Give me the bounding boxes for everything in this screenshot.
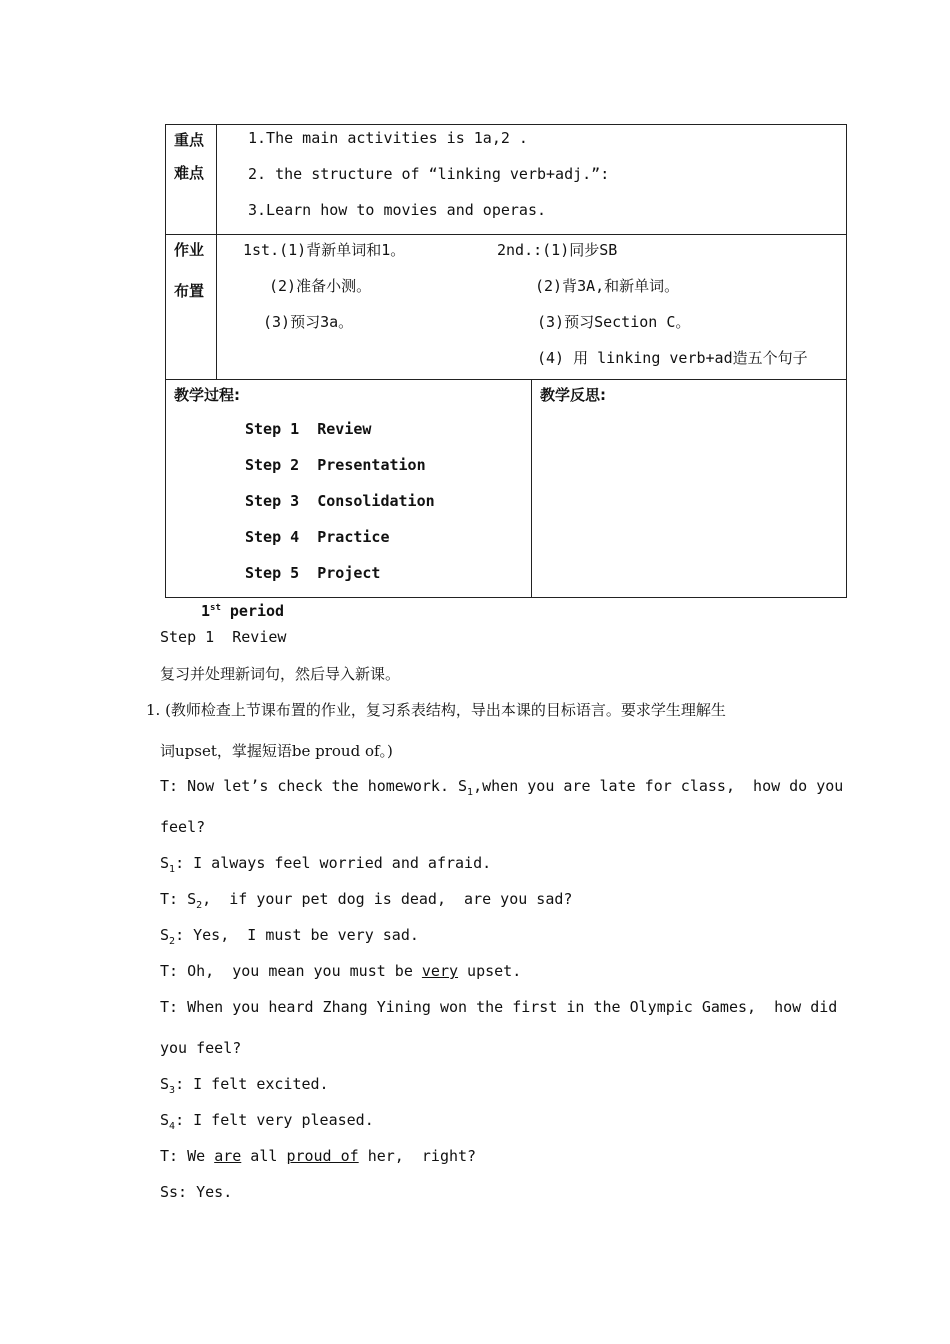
dialogue-text: T: Oh, you mean you must be: [160, 962, 422, 980]
subscript: 1: [169, 864, 176, 875]
period-word: period: [220, 602, 285, 620]
dialogue-text: S: [160, 1075, 170, 1093]
dialogue-line: you feel?: [160, 1039, 242, 1057]
dialogue-line: [160, 1075, 329, 1096]
subscript: 1: [467, 787, 474, 798]
item1-line2: 词upset，掌握短语be proud of。): [160, 742, 393, 760]
dialogue-text: all: [241, 1147, 287, 1165]
dialogue-line: [160, 1147, 476, 1165]
dialogue-line: [160, 890, 572, 911]
dialogue-line: Ss: Yes.: [160, 1183, 233, 1201]
period-suffix: st: [210, 603, 221, 613]
homework-second-item: (2)背3A,和新单词。: [535, 277, 680, 295]
item1-line1: 1. (教师检查上节课布置的作业，复习系表结构，导出本课的目标语言。要求学生理解生: [146, 701, 726, 719]
key-points-label-line2: 难点: [174, 164, 205, 182]
homework-first-item: 1st.(1)背新单词和1。: [243, 241, 406, 259]
dialogue-line: feel?: [160, 818, 206, 836]
homework-label: [166, 235, 217, 380]
process-step: Step 5 Project: [245, 564, 381, 582]
underlined-word: proud of: [286, 1147, 359, 1165]
dialogue-text: S: [160, 926, 170, 944]
dialogue-text: S: [160, 1111, 170, 1129]
key-points-label-line1: 重点: [174, 131, 205, 149]
homework-row: [166, 235, 847, 380]
intro-text: 复习并处理新词句，然后导入新课。: [160, 665, 401, 683]
dialogue-text: upset.: [458, 962, 522, 980]
homework-first-item: (2)准备小测。: [269, 277, 372, 295]
key-points-content: [217, 125, 847, 235]
period-heading: [201, 602, 284, 620]
dialogue-text: : Yes, I must be very sad.: [175, 926, 419, 944]
process-step: Step 3 Consolidation: [245, 492, 435, 510]
homework-first-item: (3)预习3a。: [263, 313, 354, 331]
period-number: 1: [201, 602, 211, 620]
dialogue-text: T: We: [160, 1147, 215, 1165]
homework-second-item: (3)预习Section C。: [537, 313, 691, 331]
key-point-item: 2. the structure of “linking verb+adj.”:: [248, 165, 610, 183]
process-row: [166, 380, 847, 598]
key-point-item: 1.The main activities is 1a,2 .: [248, 129, 528, 147]
dialogue-text: : I always feel worried and afraid.: [175, 854, 492, 872]
key-points-label: [166, 125, 217, 235]
process-cell: [166, 380, 532, 598]
dialogue-text: : I felt very pleased.: [175, 1111, 374, 1129]
homework-label-line2: 布置: [174, 282, 205, 300]
dialogue-line: [160, 777, 843, 798]
step-heading: Step 1 Review: [160, 628, 287, 646]
process-step: Step 4 Practice: [245, 528, 390, 546]
subscript: 3: [169, 1085, 176, 1096]
subscript: 4: [169, 1121, 176, 1132]
homework-label-line1: 作业: [174, 241, 205, 259]
underlined-word: are: [214, 1147, 242, 1165]
homework-second-item: (4) 用 linking verb+ad造五个句子: [537, 349, 808, 367]
dialogue-line: [160, 962, 521, 980]
dialogue-text: her, right?: [358, 1147, 477, 1165]
reflection-cell: [532, 380, 847, 598]
subscript: 2: [169, 936, 176, 947]
dialogue-line: [160, 1111, 374, 1132]
dialogue-text: : I felt excited.: [175, 1075, 329, 1093]
process-step: Step 2 Presentation: [245, 456, 426, 474]
dialogue-text: S: [160, 854, 170, 872]
process-step: Step 1 Review: [245, 420, 372, 438]
dialogue-line: [160, 854, 491, 875]
lesson-plan-table: [165, 124, 847, 598]
dialogue-text: ,when you are late for class, how do you: [473, 777, 844, 795]
underlined-word: very: [421, 962, 459, 980]
dialogue-text: , if your pet dog is dead, are you sad?: [202, 890, 573, 908]
key-points-row: [166, 125, 847, 235]
homework-content: [217, 235, 847, 380]
key-point-item: 3.Learn how to movies and operas.: [248, 201, 547, 219]
subscript: 2: [196, 900, 203, 911]
dialogue-line: [160, 926, 419, 947]
dialogue-line: T: When you heard Zhang Yining won the first in the Olympic Games, how did: [160, 998, 838, 1016]
dialogue-text: T: Now let’s check the homework. S: [160, 777, 468, 795]
dialogue-text: T: S: [160, 890, 197, 908]
reflection-header: 教学反思:: [540, 386, 606, 404]
process-header: 教学过程:: [174, 386, 240, 404]
homework-second-item: 2nd.:(1)同步SB: [497, 241, 618, 259]
